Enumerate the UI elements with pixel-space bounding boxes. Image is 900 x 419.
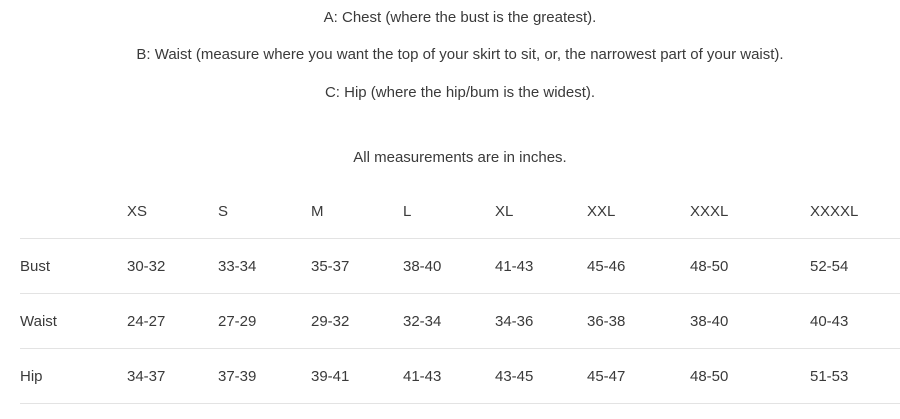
- table-row-bust: [20, 239, 900, 294]
- row-label: Waist: [20, 294, 127, 349]
- table-cell: 27-29: [218, 294, 311, 349]
- units-note: All measurements are in inches.: [353, 149, 567, 166]
- size-header-s: S: [218, 203, 229, 220]
- table-row-waist: [20, 294, 900, 349]
- table-cell: 45-46: [587, 239, 690, 294]
- row-label: Hip: [20, 349, 127, 404]
- table-cell: 34-37: [127, 349, 218, 404]
- size-header-xxl: XXL: [587, 203, 616, 220]
- size-header-xxxxl: XXXXL: [810, 203, 859, 220]
- hip-instruction: C: Hip (where the hip/bum is the widest).: [324, 84, 596, 101]
- table-cell: 45-47: [587, 349, 690, 404]
- table-cell: 32-34: [403, 294, 495, 349]
- size-header-l: L: [403, 203, 412, 220]
- waist-instruction: B: Waist (measure where you want the top of your skirt to sit, or, the narrowest part of your waist).: [136, 46, 784, 63]
- table-cell: 35-37: [311, 239, 403, 294]
- size-header-xs: XS: [127, 203, 148, 220]
- table-cell: 48-50: [690, 239, 810, 294]
- table-row-hip: [20, 349, 900, 404]
- table-cell: 38-40: [403, 239, 495, 294]
- table-cell: 40-43: [810, 294, 900, 349]
- table-cell: 33-34: [218, 239, 311, 294]
- table-cell: 36-38: [587, 294, 690, 349]
- table-cell: 38-40: [690, 294, 810, 349]
- corner-cell: [20, 185, 127, 239]
- table-cell: 48-50: [690, 349, 810, 404]
- table-cell: 43-45: [495, 349, 587, 404]
- table-cell: 41-43: [495, 239, 587, 294]
- row-label: Bust: [20, 239, 127, 294]
- table-cell: 52-54: [810, 239, 900, 294]
- table-cell: 39-41: [311, 349, 403, 404]
- size-header-m: M: [311, 203, 324, 220]
- table-cell: 37-39: [218, 349, 311, 404]
- table-cell: 29-32: [311, 294, 403, 349]
- table-cell: 30-32: [127, 239, 218, 294]
- chest-instruction: A: Chest (where the bust is the greatest).: [323, 9, 597, 26]
- size-chart-table: [20, 185, 900, 404]
- size-header-xxxl: XXXL: [690, 203, 729, 220]
- table-cell: 34-36: [495, 294, 587, 349]
- table-cell: 51-53: [810, 349, 900, 404]
- table-cell: 41-43: [403, 349, 495, 404]
- table-cell: 24-27: [127, 294, 218, 349]
- size-header-xl: XL: [495, 203, 514, 220]
- size-header-row: [20, 185, 900, 239]
